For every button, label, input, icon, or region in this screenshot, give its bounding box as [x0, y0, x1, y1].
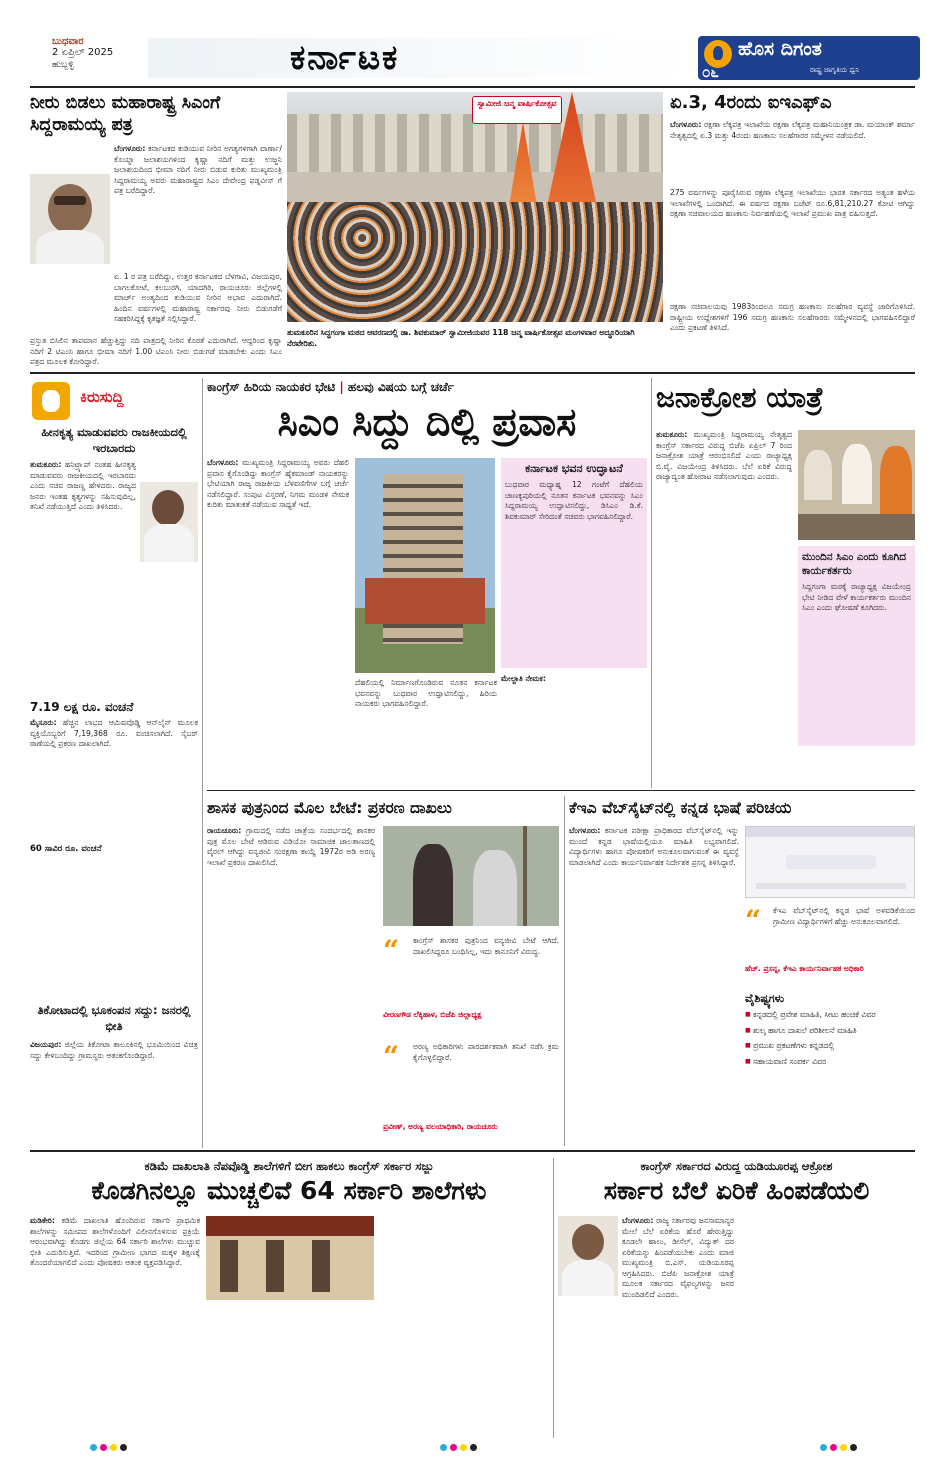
- dateline: ಬೆಂಗಳೂರು:: [569, 826, 601, 835]
- text: ಹೆಚ್ಚಿನ ಲಾಭದ ಆಮಿಷವೊಡ್ಡಿ ಆನ್‌ಲೈನ್ ಮೂಲಕ ವ್ಯಕ್ತಿಯೊಬ್ಬರಿಗೆ 7,19,368 ರೂ. ವಂಚಿಸಲಾಗಿದೆ. ಸೈಬರ್ ಠಾಣೆಯಲ್ಲಿ ಪ್ರಕರಣ ದಾಖಲಾಗಿದೆ.: [30, 718, 198, 748]
- dateline: ಬೆಂಗಳೂರು:: [622, 1216, 654, 1225]
- story-hunting: [207, 796, 559, 1146]
- slogan-box: [798, 546, 915, 746]
- quote-byline: ವೀರಣಗೌಡ ಲೆಕ್ಕಿಹಾಳ, ಬಿಜೆಪಿ ಜಿಲ್ಲಾಧ್ಯಕ್ಷ: [383, 1010, 482, 1019]
- headline: ನೀರು ಬಿಡಲು ಮಹಾರಾಷ್ಟ್ರ ಸಿಎಂಗೆ ಸಿದ್ದರಾಮಯ್ಯ ಪತ್ರ: [30, 93, 221, 135]
- box-body: ಬುಧವಾರ ಮಧ್ಯಾಹ್ನ 12 ಗಂಟೆಗೆ ದೆಹಲಿಯ ಚಾಣಕ್ಯಪುರಿಯಲ್ಲಿ ನೂತನ ಕರ್ನಾಟಕ ಭವನವನ್ನು ಸಿಎಂ ಸಿದ್ದರಾಮಯ್ಯ ಉದ್ಘಾಟಿಸಲಿದ್ದು, ಡಿಸಿಎಂ ಡಿ.ಕೆ. ಶಿವಕುಮಾರ್ ಸೇರಿದಂತೆ ಸಚಿವರು ಭಾಗವಹಿಸಲಿದ್ದಾರೆ.: [505, 480, 643, 521]
- registration-dots-left: [90, 1444, 127, 1451]
- photo-tag: ಸ್ವಾಮೀಜಿ ಜನ್ಮ ವಾರ್ಷಿಕೋತ್ಸವ: [472, 96, 562, 124]
- col-divider-3: [564, 796, 565, 1146]
- quote-text: ಅರಣ್ಯ ಅಧಿಕಾರಿಗಳು ಪಾರದರ್ಶಕವಾಗಿ ತನಿಖೆ ನಡೆಸಿ ಕ್ರಮ ಕೈಗೊಳ್ಳಲಿದ್ದಾರೆ.: [413, 1042, 559, 1062]
- feature-item: [745, 1010, 915, 1021]
- dateline: ವಿಜಯಪುರ:: [30, 1040, 62, 1049]
- kirusuddi-label: ಕಿರುಸುದ್ದಿ: [80, 388, 124, 406]
- brief-1-headline: ಹೀನಕೃತ್ಯ ಮಾಡುವವರು ರಾಜಕೀಯದಲ್ಲಿ ಇರಬಾರದು: [41, 425, 187, 455]
- bsy-photo: [558, 1216, 618, 1296]
- kicker: [207, 380, 647, 398]
- header-rule: [30, 86, 915, 88]
- quote-1: [383, 932, 559, 1032]
- quote-icon: “: [383, 934, 400, 967]
- cm-portrait: [30, 174, 110, 264]
- bullet-icon: ■: [745, 1057, 751, 1065]
- quote-icon: “: [383, 1040, 400, 1073]
- kicker: ಕಾಂಗ್ರೆಸ್ ಸರ್ಕಾರದ ವಿರುದ್ಧ ಯಡಿಯೂರಪ್ಪ ಆಕ್ರೋಶ: [640, 1159, 833, 1173]
- bullet-icon: ■: [745, 1026, 751, 1034]
- brief-1-body: [30, 460, 136, 696]
- feature-item: [745, 1057, 915, 1068]
- header-bar: [30, 36, 915, 86]
- rule-bottom-band: [30, 1150, 915, 1152]
- quote-2: [383, 1038, 559, 1142]
- registration-dot: [100, 1444, 107, 1451]
- feature-item: [745, 1026, 915, 1037]
- headline: ಜನಾಕ್ರೋಶ ಯಾತ್ರೆ: [656, 381, 824, 414]
- text: ಜಿಲ್ಲೆಯ ತಿಕೋಟಾ ತಾಲೂಕಿನಲ್ಲಿ ಭೂಮಿಯಿಂದ ವಿಚಿತ್ರ ಸದ್ದು ಕೇಳಿಬಂದಿದ್ದು ಗ್ರಾಮಸ್ಥರು ಆತಂಕಗೊಂಡಿದ್ದಾರೆ.: [30, 1040, 198, 1060]
- brief-2-subhead: 60 ಸಾವಿರ ರೂ. ವಂಚನೆ: [30, 844, 102, 854]
- quote-icon: “: [745, 904, 762, 937]
- karnataka-bhavan-photo: [355, 458, 495, 673]
- body-3: ಪ್ರಸ್ತುತ ಬಿಸಿಲಿನ ತಾಪಮಾನ ಹೆಚ್ಚುತ್ತಿದ್ದು ನದಿ ಪಾತ್ರದಲ್ಲಿ ನೀರಿನ ಕೊರತೆ ಎದುರಾಗಿದೆ. ಆದ್ದರಿಂದ ಕೃಷ್ಣಾ ನದಿಗೆ 2 ಟಿಎಂಸಿ ಹಾಗೂ ಭೀಮಾ ನದಿಗೆ 1.00 ಟಿಎಂಸಿ ನೀರು ಬಿಡುಗಡೆ ಮಾಡಬೇಕು ಎಂದು ಸಿಎಂ ಪತ್ರದ ಮೂಲಕ ಕೋರಿದ್ದಾರೆ.: [30, 336, 282, 366]
- story-water-letter: [30, 92, 282, 377]
- quote-text: ಕಾಂಗ್ರೆಸ್ ಶಾಸಕರ ಪುತ್ರನಿಂದ ವನ್ಯಜೀವಿ ಬೇಟೆ ಆಗಿದೆ. ದಾಖಲಿಸಿದ್ದರೂ ಬಂಧಿಸಿಲ್ಲ, ಇದು ಕಾನೂನಿಗೆ ವಿರುದ್ಧ.: [413, 936, 559, 956]
- brief-2-body: [30, 718, 198, 840]
- para-1: ಕಡಿಮೆ ದಾಖಲಾತಿ ಹೊಂದಿರುವ ಸರ್ಕಾರಿ ಪ್ರಾಥಮಿಕ ಶಾಲೆಗಳನ್ನು ಸಮೀಪದ ಶಾಲೆಗಳೊಂದಿಗೆ ವಿಲೀನಗೊಳಿಸುವ ಪ್ರಕ್ರಿಯೆ ಆರಂಭವಾಗಿದ್ದು ಕೊಡಗು ಜಿಲ್ಲೆಯ 64 ಸರ್ಕಾರಿ ಶಾಲೆಗಳು ಮುಚ್ಚುವ ಭೀತಿ ಎದುರಿಸುತ್ತಿವೆ. ಇದರಿಂದ ಗ್ರಾಮೀಣ ಭಾಗದ ಮಕ್ಕಳ ಶಿಕ್ಷಣಕ್ಕೆ ತೊಂದರೆಯಾಗಲಿದೆ ಎಂದು ಪೋಷಕರು ಆತಂಕ ವ್ಯಕ್ತಪಡಿಸಿದ್ದಾರೆ.: [30, 1216, 200, 1267]
- page-number: ೦೬: [702, 63, 719, 81]
- para-1: ಗ್ರಾಮದಲ್ಲಿ ನಡೆದ ಜಾತ್ರೆಯ ಸಂದರ್ಭದಲ್ಲಿ ಶಾಸಕರ ಪುತ್ರ ಮೊಲ ಬೇಟೆ ಆಡಿರುವ ವಿಡಿಯೋ ಸಾಮಾಜಿಕ ಜಾಲತಾಣದಲ್ಲಿ ವೈರಲ್ ಆಗಿದ್ದು ವನ್ಯಜೀವಿ ಸಂರಕ್ಷಣಾ ಕಾಯ್ದೆ 1972ರ ಅಡಿ ಅರಣ್ಯ ಇಲಾಖೆ ಪ್ರಕರಣ ದಾಖಲಿಸಿದೆ.: [207, 826, 375, 867]
- rule-top-band: [30, 372, 915, 374]
- kirusuddi-column: [30, 378, 198, 1148]
- story-kodagu-schools: [30, 1158, 548, 1438]
- kicker-sep: |: [339, 380, 348, 394]
- rule-mid-band: [207, 790, 915, 791]
- registration-dot: [850, 1444, 857, 1451]
- hunting-photo: [383, 826, 559, 926]
- kirusuddi-badge: [32, 382, 70, 420]
- headline: ಸರ್ಕಾರ ಬೆಲೆ ಏರಿಕೆ ಹಿಂಪಡೆಯಲಿ: [603, 1176, 870, 1205]
- registration-dot: [120, 1444, 127, 1451]
- para-1: ಮುಖ್ಯಮಂತ್ರಿ ಸಿದ್ದರಾಮಯ್ಯ ನೇತೃತ್ವದ ಕಾಂಗ್ರೆಸ್ ಸರ್ಕಾರದ ವಿರುದ್ಧ ಬಿಜೆಪಿ ಏಪ್ರಿಲ್ 7 ರಿಂದ ಜನಾಕ್ರೋಶ ಯಾತ್ರೆ ಆರಂಭಿಸಲಿದೆ ಎಂದು ರಾಜ್ಯಾಧ್ಯಕ್ಷ ಬಿ.ವೈ. ವಿಜಯೇಂದ್ರ ತಿಳಿಸಿದರು. ಬೆಲೆ ಏರಿಕೆ ವಿರುದ್ಧ ರಾಜ್ಯಾದ್ಯಂತ ಹೋರಾಟ ನಡೆಸಲಾಗುವುದು ಎಂದರು.: [656, 430, 792, 481]
- kicker-1: ಕಾಂಗ್ರೆಸ್ ಹಿರಿಯ ನಾಯಕರ ಭೇಟಿ: [207, 380, 336, 394]
- body-col-2: ದೆಹಲಿಯಲ್ಲಿ ನಿರ್ಮಾಣಗೊಂಡಿರುವ ನೂತನ ಕರ್ನಾಟಕ ಭವನವನ್ನು ಬುಧವಾರ ಉದ್ಘಾಟಿಸಲಿದ್ದು, ಹಿರಿಯ ನಾಯಕರು ಭಾಗವಹಿಸಲಿದ್ದಾರೆ.: [355, 678, 497, 708]
- kea-website-screenshot: [745, 826, 915, 898]
- body-col-1: [207, 458, 349, 784]
- feature-text: ಕನ್ನಡದಲ್ಲಿ ಪ್ರವೇಶ ಮಾಹಿತಿ, ಸೀಟು ಹಂಚಿಕೆ ವಿವರ: [753, 1010, 876, 1019]
- box-headline: ಕರ್ನಾಟಕ ಭವನ ಉದ್ಘಾಟನೆ: [525, 462, 623, 475]
- registration-dot: [820, 1444, 827, 1451]
- box-headline: ಮುಂದಿನ ಸಿಎಂ ಎಂದು ಕೂಗಿದ ಕಾರ್ಯಕರ್ತರು: [802, 551, 906, 577]
- school-photo: [206, 1216, 374, 1300]
- headline: ಕೆಇಎ ವೆಬ್‌ಸೈಟ್‌ನಲ್ಲಿ ಕನ್ನಡ ಭಾಷೆ ಪರಿಚಯ: [569, 799, 792, 817]
- masthead-logo: [698, 36, 920, 80]
- day: ಬುಧವಾರ: [52, 36, 84, 47]
- dateline: ಮೈಸೂರು:: [30, 718, 57, 727]
- para-1: ರಕ್ಷಣಾ ಲೆಕ್ಕಪತ್ರ ಇಲಾಖೆಯ ರಕ್ಷಣಾ ಲೆಕ್ಕಪತ್ರ ಮಹಾನಿಯಂತ್ರಕ ಡಾ. ಮಯಾಂಕ್ ಶರ್ಮಾ ನೇತೃತ್ವದಲ್ಲಿ ಏ.3 ಮತ್ತು 4ರಂದು ಹಣಕಾಸು ಸಲಹೆಗಾರರ ಸಮ್ಮೇಳನ ನಡೆಯಲಿದೆ.: [670, 120, 915, 140]
- feature-text: ಪ್ರಮುಖ ಪ್ರಕಟಣೆಗಳು ಕನ್ನಡದಲ್ಲಿ: [753, 1041, 835, 1050]
- story-iefa: [670, 92, 915, 377]
- quote-byline: ಹೆಚ್. ಪ್ರಸನ್ನ, ಕೆಇಎ ಕಾರ್ಯನಿರ್ವಾಹಕ ಅಧಿಕಾರಿ: [745, 964, 864, 973]
- body-col-1: [656, 430, 792, 784]
- body-col-1: [569, 826, 739, 1144]
- registration-dot: [110, 1444, 117, 1451]
- features-title: ವೈಶಿಷ್ಟ್ಯಗಳು: [745, 992, 785, 1005]
- body-3: ರಕ್ಷಣಾ ಸಚಿವಾಲಯವು 1983ರಿಂದಲೂ ಸಮಗ್ರ ಹಣಕಾಸು ಸಲಹೆಗಾರ ವ್ಯವಸ್ಥೆ ಜಾರಿಗೊಳಿಸಿದೆ. ರಾಷ್ಟ್ರೀಯ ಉದ್ದೇಶಗಳಿಗೆ 196 ಸಮಗ್ರ ಹಣಕಾಸು ಸಲಹೆಗಾರರು ಸಮ್ಮೇಳನದಲ್ಲಿ ಭಾಗವಹಿಸಲಿದ್ದಾರೆ ಎಂದು ಪ್ರಕಟಣೆ ತಿಳಿಸಿದೆ.: [670, 302, 915, 332]
- registration-dot: [470, 1444, 477, 1451]
- story-price-hike: [558, 1158, 915, 1438]
- edition-city: ಹುಬ್ಬಳ್ಳಿ: [52, 60, 74, 70]
- brief-3-body: [30, 1040, 198, 1140]
- body-col-1: [207, 826, 375, 1144]
- brief-3-headline: ತಿಕೋಟಾದಲ್ಲಿ ಭೂಕಂಪನ ಸದ್ದು: ಜನರಲ್ಲಿ ಭೀತಿ: [37, 1003, 191, 1033]
- feature-text: ಸಹಾಯವಾಣಿ ಸಂಪರ್ಕ ವಿವರ: [753, 1056, 827, 1066]
- body-2: 275 ವರ್ಷಗಳನ್ನು ಪೂರೈಸಿರುವ ರಕ್ಷಣಾ ಲೆಕ್ಕಪತ್ರ ಇಲಾಖೆಯು ಭಾರತ ಸರ್ಕಾರದ ಅತ್ಯಂತ ಹಳೆಯ ಇಲಾಖೆಗಳಲ್ಲಿ ಒಂದಾಗಿದೆ. ಈ ವರ್ಷದ ರಕ್ಷಣಾ ಬಜೆಟ್ ರೂ.6,81,210.27 ಕೋಟಿ ಆಗಿದ್ದು ರಕ್ಷಣಾ ಸಚಿವಾಲಯದ ಹಣಕಾಸು ನಿರ್ವಹಣೆಯಲ್ಲಿ ಇಲಾಖೆ ಪ್ರಮುಖ ಪಾತ್ರ ವಹಿಸುತ್ತದೆ.: [670, 188, 915, 218]
- yatre-photo: [798, 430, 915, 540]
- body-1: [114, 144, 282, 272]
- col-divider-4: [553, 1158, 554, 1438]
- features-list: [745, 1010, 915, 1067]
- story-janakrosha: [656, 378, 915, 788]
- headline: ಏ.3, 4ರಂದು ಐಇಎಫ್‌ಎ: [670, 92, 832, 113]
- date: 2 ಏಪ್ರಿಲ್ 2025: [52, 47, 114, 58]
- headline: ಶಾಸಕ ಪುತ್ರನಿಂದ ಮೊಲ ಬೇಟೆ: ಪ್ರಕರಣ ದಾಖಲು: [207, 799, 452, 817]
- registration-dot: [450, 1444, 457, 1451]
- dateline: ಮಡಿಕೇರಿ:: [30, 1216, 55, 1225]
- dateline: ಬೆಂಗಳೂರು:: [670, 120, 702, 129]
- dateline: ಬೆಂಗಳೂರು:: [114, 144, 146, 153]
- main-photo: [287, 92, 663, 322]
- col-divider-2: [651, 378, 652, 788]
- registration-dots-right: [820, 1444, 857, 1451]
- speaker-icon: [42, 390, 60, 412]
- feature-text: ಶುಲ್ಕ ಹಾಗೂ ದಾಖಲೆ ಪರಿಶೀಲನೆ ಮಾಹಿತಿ: [753, 1025, 857, 1035]
- para-1: ಕರ್ನಾಟಕ ಪರೀಕ್ಷಾ ಪ್ರಾಧಿಕಾರದ ವೆಬ್‌ಸೈಟ್‌ನಲ್ಲಿ ಇನ್ನು ಮುಂದೆ ಕನ್ನಡ ಭಾಷೆಯಲ್ಲಿಯೂ ಮಾಹಿತಿ ಲಭ್ಯವಾಗಲಿದೆ. ವಿದ್ಯಾರ್ಥಿಗಳು ಹಾಗೂ ಪೋಷಕರಿಗೆ ಅನುಕೂಲವಾಗುವಂತೆ ಈ ವ್ಯವಸ್ಥೆ ಮಾಡಲಾಗಿದೆ ಎಂದು ಕಾರ್ಯನಿರ್ವಾಹಕ ನಿರ್ದೇಶಕ ಪ್ರಸನ್ನ ತಿಳಿಸಿದ್ದಾರೆ.: [569, 826, 739, 867]
- feature-item: [745, 1041, 915, 1052]
- registration-dot: [830, 1444, 837, 1451]
- body-col-3: [380, 1216, 548, 1436]
- para-1: ರಾಜ್ಯ ಸರ್ಕಾರವು ಜನಸಾಮಾನ್ಯರ ಮೇಲೆ ಬೆಲೆ ಏರಿಕೆಯ ಹೊರೆ ಹೇರುತ್ತಿದ್ದು ಕೂಡಲೇ ಹಾಲು, ಡೀಸೆಲ್, ವಿದ್ಯುತ್ ದರ ಏರಿಕೆಯನ್ನು ಹಿಂಪಡೆಯಬೇಕು ಎಂದು ಮಾಜಿ ಮುಖ್ಯಮಂತ್ರಿ ಬಿ.ಎಸ್. ಯಡಿಯೂರಪ್ಪ ಆಗ್ರಹಿಸಿದರು. ಬಿಜೆಪಿ ಜನಾಕ್ರೋಶ ಯಾತ್ರೆ ಮೂಲಕ ಸರ್ಕಾರದ ವೈಫಲ್ಯಗಳನ್ನು ಜನರ ಮುಂದಿಡಲಿದೆ ಎಂದರು.: [622, 1216, 734, 1299]
- body-col-2: [206, 1306, 374, 1436]
- registration-dot: [90, 1444, 97, 1451]
- subhead: ಮೇಲ್ಜಾತಿ ನೇಮಕ:: [501, 674, 546, 683]
- col-divider-1: [202, 378, 203, 1148]
- para-1: ಕರ್ನಾಟಕದ ಕುಡಿಯುವ ನೀರಿನ ಅಗತ್ಯಗಳಿಗಾಗಿ ವಾರ್ಣಾ/ಕೊಯ್ನಾ ಜಲಾಶಯಗಳಿಂದ ಕೃಷ್ಣಾ ನದಿಗೆ ಮತ್ತು ಉಜ್ಜನಿ ಜಲಾಶಯದಿಂದ ಭೀಮಾ ನದಿಗೆ ನೀರು ಬಿಡುವ ಕುರಿತು ಮುಖ್ಯಮಂತ್ರಿ ಸಿದ್ದರಾಮಯ್ಯ ಅವರು ಮಹಾರಾಷ್ಟ್ರದ ಸಿಎಂ ದೇವೇಂದ್ರ ಫಡ್ನವೀಸ್ ಗೆ ಪತ್ರ ಬರೆದಿದ್ದಾರೆ.: [114, 144, 282, 195]
- brief-2-headline: 7.19 ಲಕ್ಷ ರೂ. ವಂಚನೆ: [30, 700, 134, 714]
- body: [670, 120, 915, 186]
- brand-name: ಹೊಸ ದಿಗಂತ: [738, 38, 822, 60]
- text: ಹನಿಟ್ರ್ಯಾಪ್ ನಂತಹ ಹೀನಕೃತ್ಯ ಮಾಡುವವರು ರಾಜಕೀಯದಲ್ಲಿ ಇರಬಾರದು ಎಂದು ಸಚಿವ ರಾಜಣ್ಣ ಹೇಳಿದರು. ರಾಜ್ಯದ ಜನರು ಇಂತಹ ಕೃತ್ಯಗಳನ್ನು ಸಹಿಸುವುದಿಲ್ಲ, ತನಿಖೆ ನಡೆಯುತ್ತಿದೆ ಎಂದು ತಿಳಿಸಿದರು.: [30, 460, 136, 511]
- para-1: ಮುಖ್ಯಮಂತ್ರಿ ಸಿದ್ದರಾಮಯ್ಯ ಅವರು ದೆಹಲಿ ಪ್ರವಾಸ ಕೈಗೊಂಡಿದ್ದು ಕಾಂಗ್ರೆಸ್ ಹೈಕಮಾಂಡ್ ನಾಯಕರನ್ನು ಭೇಟಿಯಾಗಿ ರಾಜ್ಯ ರಾಜಕೀಯ ಬೆಳವಣಿಗೆಗಳ ಬಗ್ಗೆ ಚರ್ಚೆ ನಡೆಸಲಿದ್ದಾರೆ. ಸಂಪುಟ ವಿಸ್ತರಣೆ, ನಿಗಮ ಮಂಡಳಿ ನೇಮಕ ಕುರಿತು ಮಾತುಕತೆ ನಡೆಯುವ ಸಾಧ್ಯತೆ ಇದೆ.: [207, 458, 349, 509]
- kicker-2: ಹಲವು ವಿಷಯ ಬಗ್ಗೆ ಚರ್ಚೆ: [347, 380, 454, 394]
- bullet-icon: ■: [745, 1042, 751, 1049]
- quote-byline: ಪ್ರವೀಣ್, ಅರಣ್ಯ ವಲಯಾಧಿಕಾರಿ, ರಾಯಚೂರು: [383, 1122, 498, 1131]
- kea-quote: [745, 904, 915, 986]
- body-2: ಏ. 1 ರ ಪತ್ರ ಬರೆದಿದ್ದು, ಉತ್ತರ ಕರ್ನಾಟಕದ ಬೆಳಗಾವಿ, ವಿಜಯಪುರ, ಬಾಗಲಕೋಟೆ, ಕಲಬುರಗಿ, ಯಾದಗಿರಿ, ರಾಯಚೂರು ಜಿಲ್ಲೆಗಳಲ್ಲಿ ಮಾರ್ಚ್ ಅಂತ್ಯದಿಂದ ಕುಡಿಯುವ ನೀರಿನ ಅಭಾವ ಎದುರಾಗಿದೆ. ಹಿಂದಿನ ವರ್ಷಗಳಲ್ಲಿ ಮಹಾರಾಷ್ಟ್ರ ಸರ್ಕಾರವು ನೀರು ಬಿಡುಗಡೆಗೆ ಸಹಕರಿಸಿದ್ದಕ್ಕೆ ಕೃತಜ್ಞತೆ ಸಲ್ಲಿಸಿದ್ದಾರೆ.: [114, 272, 282, 323]
- dateline: ರಾಯಚೂರು:: [207, 826, 242, 835]
- dateline: ತುಮಕೂರು:: [30, 460, 62, 469]
- headline: ಸಿಎಂ ಸಿದ್ದು ದಿಲ್ಲಿ ಪ್ರವಾಸ: [277, 400, 577, 444]
- kicker: ಕಡಿಮೆ ದಾಖಲಾತಿ ನೆಪವೊಡ್ಡಿ ಶಾಲೆಗಳಿಗೆ ಬೀಗ ಹಾಕಲು ಕಾಂಗ್ರೆಸ್ ಸರ್ಕಾರ ಸಜ್ಜು: [144, 1159, 434, 1173]
- main-photo-caption: ತುಮಕೂರಿನ ಸಿದ್ಧಗಂಗಾ ಮಠದ ಆವರಣದಲ್ಲಿ ಡಾ. ಶಿವಕುಮಾರ್ ಸ್ವಾಮೀಜಿಯವರ 118 ಜನ್ಮ ವಾರ್ಷಿಕೋತ್ಸವ ಮಂಗಳವಾರ ಅದ್ಧೂರಿಯಾಗಿ ನೆರವೇರಿತು.: [287, 328, 635, 348]
- story-kea: [569, 796, 915, 1146]
- registration-dot: [440, 1444, 447, 1451]
- body-col-1: [622, 1216, 734, 1436]
- dateline: ತುಮಕೂರು:: [656, 430, 688, 439]
- body-col-2: [740, 1216, 915, 1436]
- date-block: [52, 36, 142, 70]
- box-body: ಸಿದ್ದಗಂಗಾ ಮಠಕ್ಕೆ ರಾಜ್ಯಾಧ್ಯಕ್ಷ ವಿಜಯೇಂದ್ರ ಭೇಟಿ ನೀಡಿದ ವೇಳೆ ಕಾರ್ಯಕರ್ತರು ಮುಂದಿನ ಸಿಎಂ ಎಂದು ಘೋಷಣೆ ಕೂಗಿದರು.: [802, 582, 911, 612]
- section-title: ಕರ್ನಾಟಕ: [290, 38, 400, 78]
- headline: ಕೊಡಗಿನಲ್ಲೂ ಮುಚ್ಚಲಿವೆ 64 ಸರ್ಕಾರಿ ಶಾಲೆಗಳು: [91, 1176, 487, 1205]
- registration-dot: [840, 1444, 847, 1451]
- registration-dots-center: [440, 1444, 477, 1451]
- story-cm-delhi: [207, 378, 647, 788]
- section-band: [148, 38, 693, 78]
- bullet-icon: ■: [745, 1011, 751, 1018]
- brand-tagline: ರಾಷ್ಟ್ರ ಜಾಗೃತಿಯ ಧ್ವನಿ: [810, 66, 860, 74]
- features-box: [745, 992, 915, 1144]
- body-col-3: [501, 674, 647, 784]
- body-col-1: [30, 1216, 200, 1436]
- minister-photo: [140, 482, 198, 562]
- quote-text: ಕೆಇಎ ವೆಬ್‌ಸೈಟ್‌ನಲ್ಲಿ ಕನ್ನಡ ಭಾಷೆ ಅಳವಡಿಕೆಯಿಂದ ಗ್ರಾಮೀಣ ವಿದ್ಯಾರ್ಥಿಗಳಿಗೆ ಹೆಚ್ಚು ಅನುಕೂಲವಾಗಲಿದೆ.: [773, 906, 915, 926]
- bhavan-box: [501, 458, 647, 668]
- registration-dot: [460, 1444, 467, 1451]
- dateline: ಬೆಂಗಳೂರು:: [207, 458, 239, 467]
